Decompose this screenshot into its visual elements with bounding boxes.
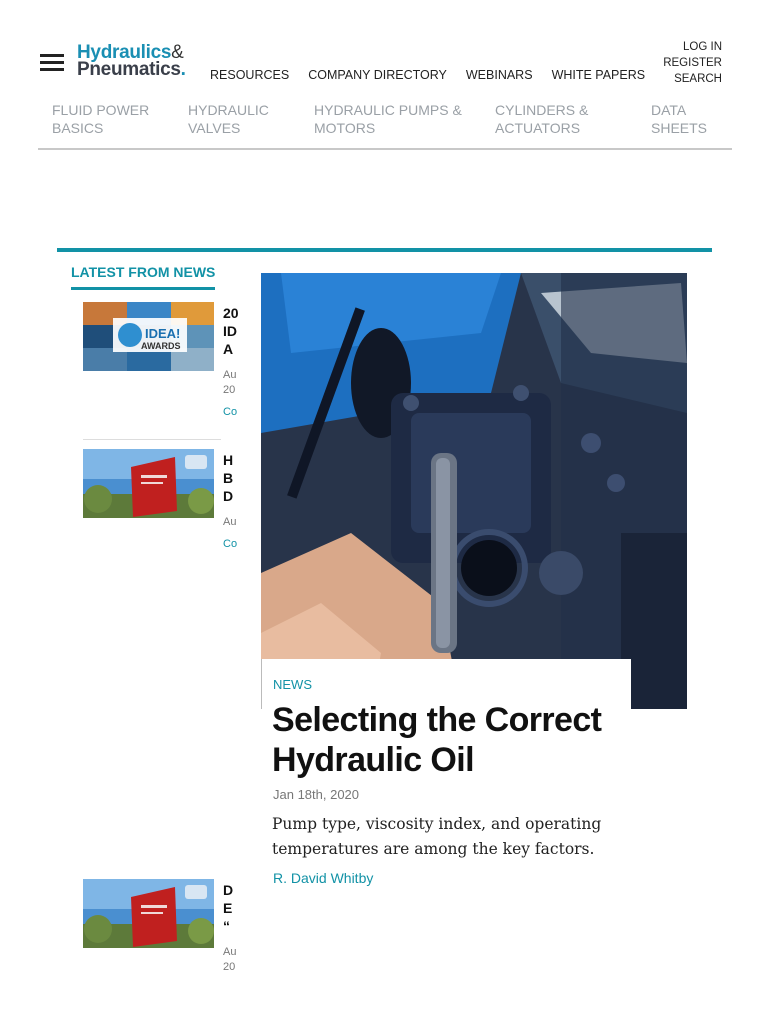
search-link[interactable]: SEARCH: [674, 73, 722, 85]
news-date: Au 20: [223, 946, 237, 973]
nav-white-papers[interactable]: WHITE PAPERS: [551, 68, 646, 82]
feature-author[interactable]: R. David Whitby: [273, 870, 374, 886]
nav-webinars[interactable]: WEBINARS: [465, 68, 533, 82]
nav-company-directory[interactable]: COMPANY DIRECTORY: [308, 68, 447, 82]
news-item[interactable]: [83, 879, 237, 989]
top-nav: [210, 68, 645, 82]
thumb-text-idea: IDEA!: [145, 326, 181, 341]
news-title[interactable]: H B D: [223, 452, 234, 504]
subnav-data-sheets[interactable]: DATA SHEETS: [651, 102, 708, 136]
news-title[interactable]: D E “: [223, 882, 234, 934]
latest-news-heading: LATEST FROM NEWS: [71, 264, 216, 280]
feature-card-edge: [261, 659, 262, 709]
category-nav: [38, 100, 732, 150]
news-category[interactable]: Co: [223, 538, 238, 550]
news-item[interactable]: [83, 449, 238, 559]
news-item-divider: [83, 439, 221, 440]
logo-text-pneumatics: Pneumatics: [77, 59, 181, 80]
heading-underline: [71, 287, 215, 290]
register-link[interactable]: REGISTER: [663, 57, 722, 69]
feature-category[interactable]: NEWS: [273, 677, 312, 692]
feature-summary: Pump type, viscosity index, and operating temperatures are among the key factors.: [272, 815, 602, 858]
news-date: Au: [223, 516, 237, 528]
feature-image-hydraulic-pump[interactable]: [261, 273, 687, 709]
logo-dot: .: [180, 59, 186, 80]
subnav-hydraulic-valves[interactable]: HYDRAULIC VALVES: [188, 102, 269, 136]
news-category[interactable]: Co: [223, 406, 238, 418]
news-text: [223, 304, 239, 418]
subnav-fluid-power-basics[interactable]: FLUID POWER BASICS: [52, 102, 150, 136]
thumb-text-awards: AWARDS: [141, 341, 181, 351]
section-divider: [57, 248, 712, 252]
news-title[interactable]: 20 ID A: [223, 305, 239, 357]
news-text: [223, 881, 237, 975]
subnav-cylinders-actuators[interactable]: CYLINDERS & ACTUATORS: [495, 102, 589, 136]
nav-resources[interactable]: RESOURCES: [210, 68, 290, 82]
news-thumbnail-sign[interactable]: [83, 449, 214, 518]
logo-ampersand: &: [171, 42, 184, 63]
news-item[interactable]: [83, 302, 239, 432]
subnav-hydraulic-pumps-motors[interactable]: HYDRAULIC PUMPS & MOTORS: [314, 102, 462, 136]
news-thumbnail-idea-awards[interactable]: [83, 302, 214, 371]
news-thumbnail-sign[interactable]: [83, 879, 214, 948]
news-text: [223, 451, 238, 550]
menu-icon[interactable]: [40, 54, 64, 72]
site-logo[interactable]: [77, 44, 186, 78]
feature-date: Jan 18th, 2020: [273, 787, 360, 802]
login-link[interactable]: LOG IN: [683, 41, 722, 53]
news-date: Au 20: [223, 369, 237, 396]
logo-text-hydraulics: Hydraulics: [77, 42, 172, 63]
feature-title[interactable]: Selecting the Correct Hydraulic Oil: [272, 701, 602, 779]
account-links: [663, 39, 722, 87]
